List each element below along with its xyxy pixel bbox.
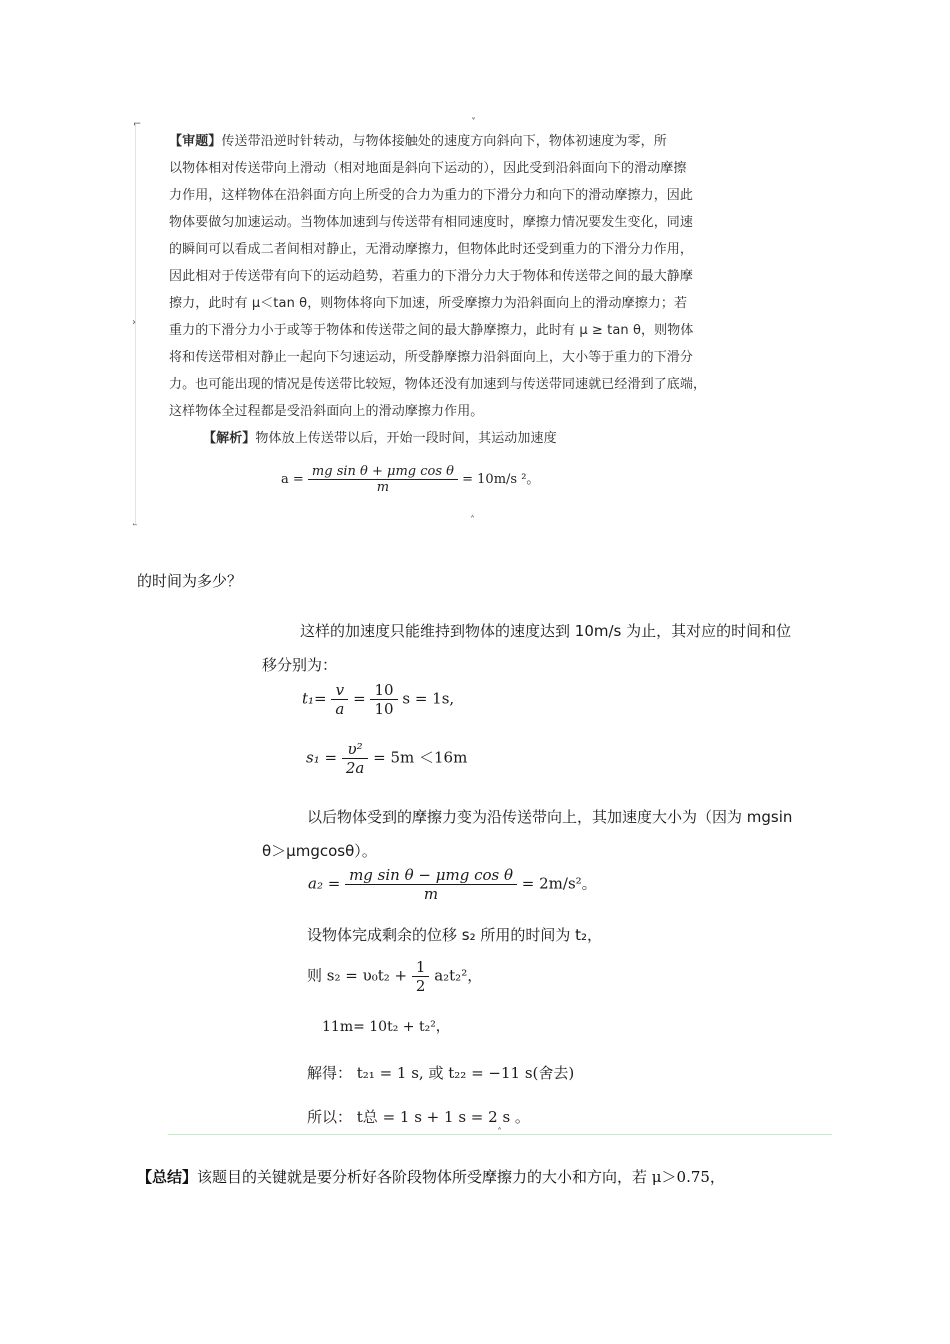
fraction: $\frac{1}{2}$ [412,958,430,995]
summary-tag: 【总结】 [137,1168,198,1186]
solution-line: 解得： t₂₁ = 1 s, 或 t₂₂ = −11 s(舍去) [307,1064,575,1082]
s2-equation: 则 s₂ = υ₀t₂ + $\frac{1}{2}$ a₂t₂²， [307,958,483,995]
handle-mark: ˄ [497,1127,502,1138]
analysis-line: 【解析】物体放上传送带以后，开始一段时间，其运动加速度 [203,431,557,446]
text-line: 将和传送带相对静止一起向下匀速运动，所受静摩擦力沿斜面向上，大小等于重力的下滑分 [169,350,694,365]
fraction: $\frac{\text{mg sin θ − μmg cos θ}}{m}$ [345,866,517,903]
text-line: 以后物体受到的摩擦力变为沿传送带向上，其加速度大小为（因为 mgsin [307,808,793,826]
handle-mark: ˅ [471,117,476,128]
handle-mark: ˄ [470,515,475,526]
text-line: 这样的加速度只能维持到物体的速度达到 10m/s 为止，其对应的时间和位 [300,622,792,640]
audit-analysis-block [132,117,756,526]
fraction: $\frac{\text{mg sin θ + μmg cos θ}}{m}$ [308,464,458,495]
text-line: 设物体完成剩余的位移 s₂ 所用的时间为 t₂， [307,926,603,944]
fraction: $\frac{10}{10}$ [370,681,397,718]
question-line: 的时间为多少？ [137,572,243,590]
summary-line: 【总结】该题目的关键就是要分析好各阶段物体所受摩擦力的大小和方向，若 μ＞0.75， [137,1168,725,1186]
acceleration-equation: a = $\frac{\text{mg sin θ + μmg cos θ}}{m}$ = 10m/s ²。 [281,464,540,495]
eq-11m: 11m= 10t₂ + t₂²， [322,1019,450,1035]
analysis-tag: 【解析】 [203,431,256,446]
handle-mark: › [132,317,136,328]
text-line: 重力的下滑分力小于或等于物体和传送带之间的最大静摩擦力，此时有 μ ≥ tan θ，则物体 [169,323,694,338]
text-line: θ＞μmgcosθ）。 [262,842,377,860]
a2-equation: a₂ = $\frac{\text{mg sin θ − μmg cos θ}}{m}$ = 2m/s²。 [308,866,597,903]
fraction: $\frac{v}{a}$ [331,681,348,718]
total-time-line: 所以： t总 = 1 s + 1 s = 2 s 。 [307,1108,530,1126]
text-line: 力作用，这样物体在沿斜面方向上所受的合力为重力的下滑分力和向下的滑动摩擦力，因此 [169,188,694,203]
text-line: 因此相对于传送带有向下的运动趋势，若重力的下滑分力大于物体和传送带之间的最大静摩 [169,269,694,284]
text-line: 擦力，此时有 μ＜tan θ，则物体将向下加速，所受摩擦力为沿斜面向上的滑动摩擦力；若 [169,296,688,311]
text-line: 物体要做匀加速运动。当物体加速到与传送带有相同速度时，摩擦力情况要发生变化，同速 [169,215,694,230]
audit-paragraph [169,128,759,452]
fraction: $\frac{\text{υ²}}{2a}$ [342,740,369,777]
text-line: 力。也可能出现的情况是传送带比较短，物体还没有加速到与传送带同速就已经滑到了底端， [169,377,707,392]
text-line: 【审题】传送带沿逆时针转动，与物体接触处的速度方向斜向下，物体初速度为零，所 [169,134,667,149]
text-line: 移分别为： [262,656,338,674]
t1-equation: t₁= $\frac{v}{a}$ = $\frac{10}{10}$ s = 1s, [302,681,455,718]
corner-mark: ˾ [133,515,137,526]
text-line: 以物体相对传送带向上滑动（相对地面是斜向下运动的），因此受到沿斜面向下的滑动摩擦 [169,161,687,176]
audit-tag: 【审题】 [169,134,222,149]
text-line: 这样物体全过程都是受沿斜面向上的滑动摩擦力作用。 [169,404,484,419]
text-line: 的瞬间可以看成二者间相对静止，无滑动摩擦力，但物体此时还受到重力的下滑分力作用， [169,242,694,257]
s1-equation: s₁ = $\frac{\text{υ²}}{2a}$ = 5m ＜16m [306,740,468,777]
corner-mark: ⌐ [133,119,142,130]
